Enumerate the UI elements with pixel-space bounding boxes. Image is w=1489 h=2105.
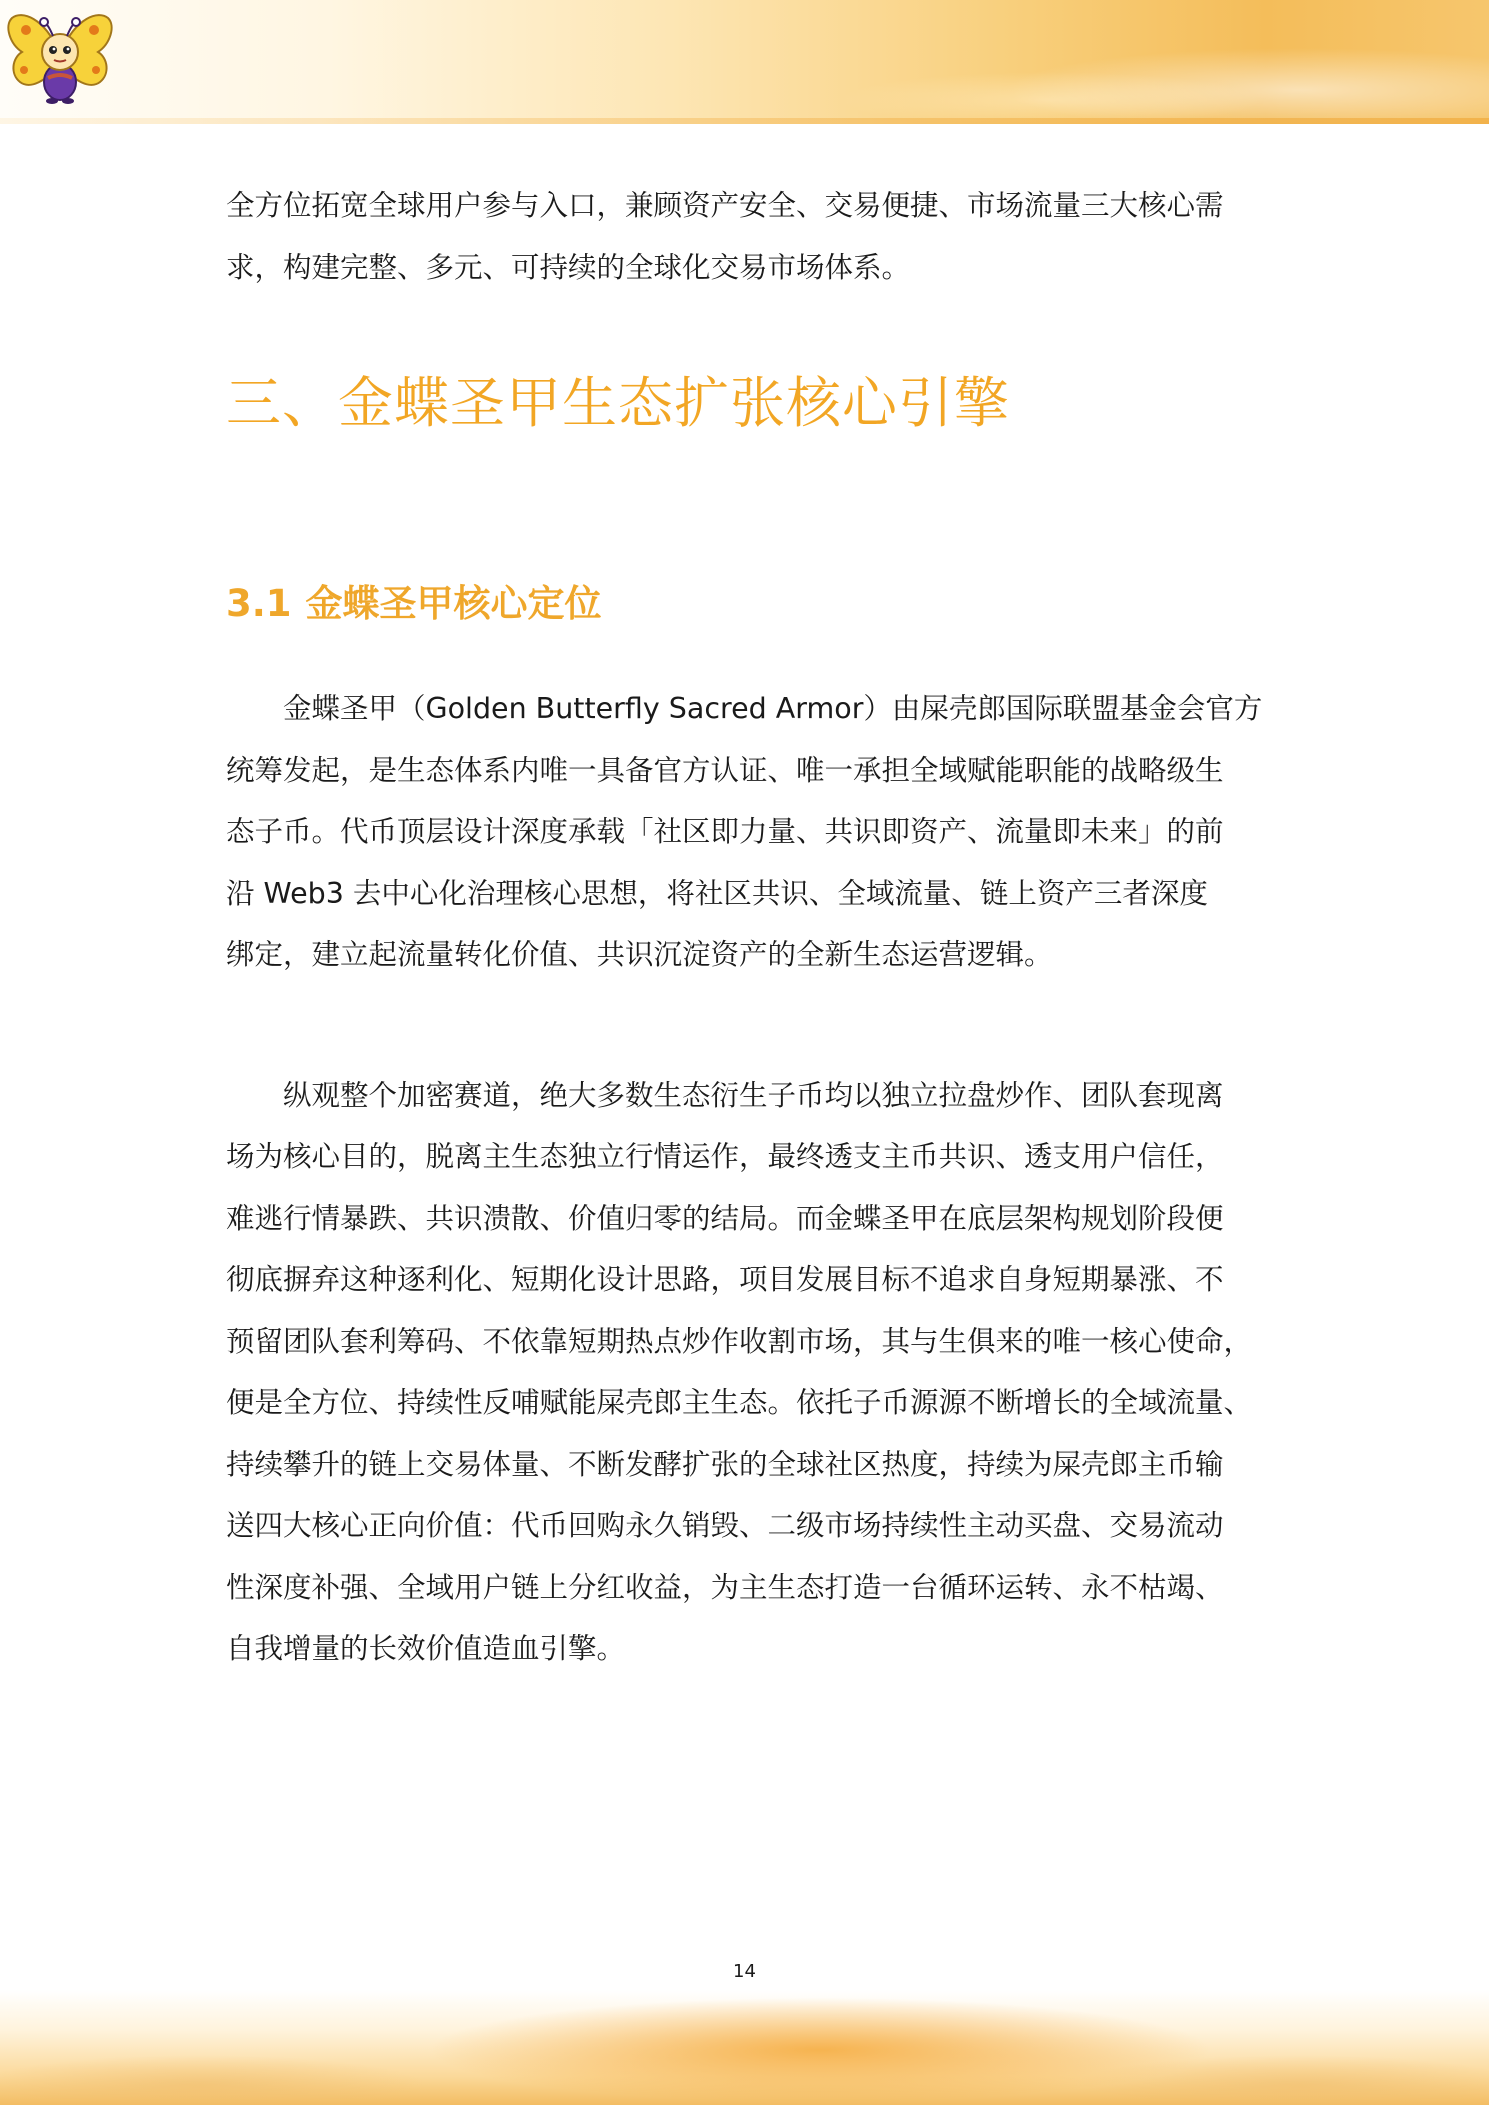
- text-line: 自我增量的长效价值造血引擎。: [226, 1632, 626, 1665]
- text-line: 场为核心目的，脱离主生态独立行情运作，最终透支主币共识、透支用户信任，: [226, 1140, 1224, 1173]
- document-body: [226, 175, 1266, 1680]
- subsection-heading: [226, 579, 1266, 629]
- footer-band: [0, 1990, 1489, 2105]
- text-line: 全方位拓宽全球用户参与入口，兼顾资产安全、交易便捷、市场流量三大核心需: [226, 189, 1224, 222]
- page-number: 14: [733, 1961, 756, 1982]
- text-line: 沿 Web3 去中心化治理核心思想，将社区共识、全域流量、链上资产三者深度: [226, 876, 1208, 910]
- section-heading: 三、金蝶圣甲生态扩张核心引擎: [226, 371, 1011, 435]
- paragraph-mission: [226, 1065, 1266, 1680]
- text-line: 送四大核心正向价值：代币回购永久销毁、二级市场持续性主动买盘、交易流动: [226, 1509, 1224, 1542]
- butterfly-mascot-logo-icon: [4, 8, 116, 106]
- text-line: 难逃行情暴跌、共识溃散、价值归零的结局。而金蝶圣甲在底层架构规划阶段便: [226, 1201, 1224, 1235]
- text-line: 统筹发起，是生态体系内唯一具备官方认证、唯一承担全域赋能职能的战略级生: [226, 753, 1224, 787]
- intro-paragraph: [226, 175, 1266, 298]
- paragraph-positioning: [226, 678, 1266, 986]
- text-line: 彻底摒弃这种逐利化、短期化设计思路，项目发展目标不追求自身短期暴涨、不: [226, 1263, 1224, 1296]
- text-line: 求，构建完整、多元、可持续的全球化交易市场体系。: [226, 250, 911, 284]
- subsection-number: 3.1: [226, 582, 292, 625]
- text-line: 性深度补强、全域用户链上分红收益，为主生态打造一台循环运转、永不枯竭、: [226, 1570, 1224, 1604]
- subsection-title: 金蝶圣甲核心定位: [305, 582, 602, 625]
- text-line: 便是全方位、持续性反哺赋能屎壳郎主生态。依托子币源源不断增长的全域流量、: [226, 1386, 1253, 1419]
- text-line: 金蝶圣甲（Golden Butterfly Sacred Armor）由屎壳郎国际联盟基金会官方: [283, 692, 1263, 725]
- header-band: [0, 0, 1489, 124]
- text-line: 持续攀升的链上交易体量、不断发酵扩张的全球社区热度，持续为屎壳郎主币输: [226, 1447, 1224, 1481]
- text-line: 预留团队套利筹码、不依靠短期热点炒作收割市场，其与生俱来的唯一核心使命，: [226, 1324, 1253, 1358]
- text-line: 态子币。代币顶层设计深度承载「社区即力量、共识即资产、流量即未来」的前: [226, 815, 1224, 848]
- text-line: 绑定，建立起流量转化价值、共识沉淀资产的全新生态运营逻辑。: [226, 938, 1053, 971]
- text-line: 纵观整个加密赛道，绝大多数生态衍生子币均以独立拉盘炒作、团队套现离: [283, 1078, 1224, 1112]
